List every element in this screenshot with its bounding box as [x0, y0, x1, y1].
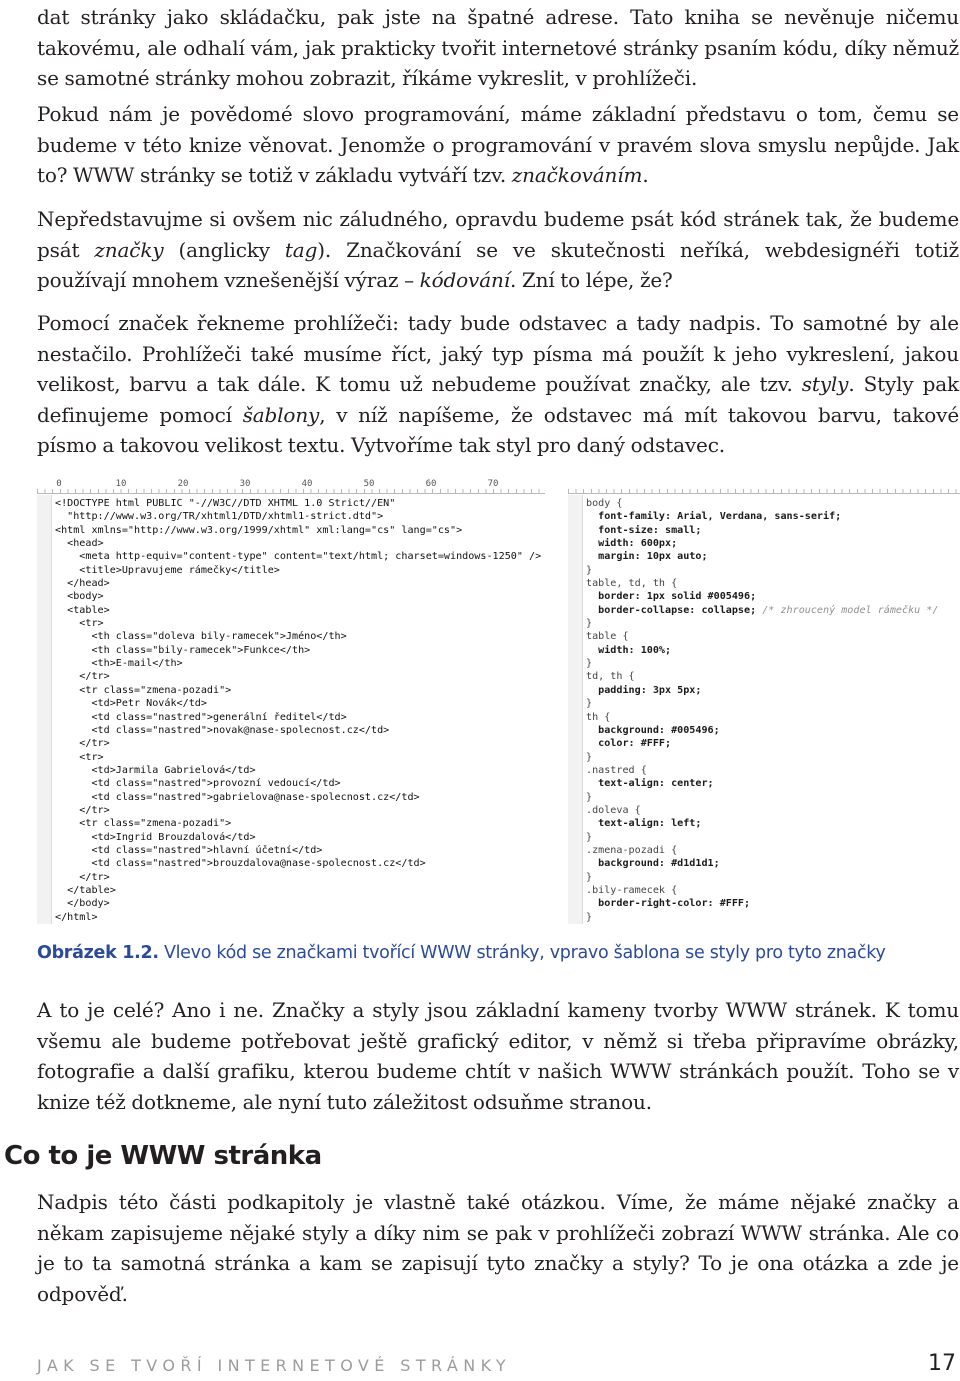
code-line: [586, 550, 956, 563]
ruler-label: 0: [56, 479, 62, 489]
css-declaration: border-collapse: collapse;: [586, 604, 757, 616]
code-line: [586, 804, 956, 817]
html-code-block: [55, 497, 541, 924]
code-line: </tr>: [55, 804, 110, 816]
code-line: </tr>: [55, 738, 110, 750]
code-line: [586, 817, 956, 830]
figure-caption-label: Obrázek 1.2.: [37, 943, 159, 963]
code-line: [586, 884, 956, 897]
ruler-label: 70: [487, 479, 499, 489]
code-line: [586, 777, 956, 790]
code-line: [586, 577, 956, 590]
css-declaration: width: 100%;: [586, 644, 672, 656]
figure-caption-text: Vlevo kód se značkami tvořící WWW stránky, vpravo šablona se styly pro tyto značky: [158, 943, 886, 963]
css-code-editor-screenshot: [568, 479, 960, 924]
text-run: dat stránky jako skládačku, pak jste na špatné adrese. Tato kniha se nevěnuje ničemu takovému, ale odhalí vám, jak prakticky tvořit internetové stránky psaním kódu, díky němuž se samotné stránky mohou zobrazit, říkáme vykreslit, v prohlížeči.: [37, 5, 959, 90]
css-selector: }: [586, 751, 593, 763]
paragraph-styles: [37, 308, 959, 461]
css-declaration: font-size: small;: [586, 524, 702, 536]
code-line: <th class="doleva bily-ramecek">Jméno</th>: [55, 631, 347, 643]
text-run: Pomocí značek řekneme prohlížeči: tady bude odstavec a tady nadpis. To samotné by ale nestačilo. Prohlížeči také musíme říct, jaký typ písma má použít k jeho vykreslení, jakou velikost, barvu a tak dále. K tomu už nebudeme používat značky, ale tzv.: [37, 311, 959, 396]
text-run: ). Značkování se ve skutečnosti neříká, webdesignéři totiž používají mnohem vznešenější výraz –: [37, 237, 959, 292]
paragraph-summary: [37, 995, 959, 1117]
italic-term: šablony: [242, 402, 320, 427]
code-line: </tr>: [55, 871, 110, 883]
code-line: [586, 871, 956, 884]
ruler-label: 30: [239, 479, 251, 489]
code-line: <th class="bily-ramecek">Funkce</th>: [55, 644, 311, 656]
section-heading: Co to je WWW stránka: [4, 1141, 322, 1171]
text-run: Pokud nám je povědomé slovo programování, máme základní představu o tom, čemu se budeme v této knize věnovat. Jenomže o programování v pravém slova smyslu nepůjde. Jak to? WWW stránky se totiž v základu vytváří tzv.: [37, 102, 959, 187]
italic-term: tag: [284, 237, 318, 262]
css-selector: table {: [586, 631, 629, 643]
html-code-editor-screenshot: [37, 479, 545, 924]
css-declaration: border-right-color: #FFF;: [586, 898, 751, 910]
editor-ruler: [568, 479, 960, 494]
css-selector: }: [586, 658, 593, 670]
italic-term: styly: [801, 372, 849, 396]
running-footer-title: JAK SE TVOŘÍ INTERNETOVÉ STRÁNKY: [37, 1356, 512, 1375]
page-number: 17: [928, 1351, 956, 1376]
text-run: . Styly pak definujeme pomocí: [37, 372, 959, 427]
code-line: [586, 897, 956, 910]
css-selector: }: [586, 791, 593, 803]
css-declaration: width: 600px;: [586, 538, 678, 550]
code-line: <td class="nastred">novak@nase-spolecnost.cz</td>: [55, 724, 390, 736]
code-line: [586, 737, 956, 750]
code-line: [586, 630, 956, 643]
code-line: <meta http-equiv="content-type" content="text/html; charset=windows-1250" />: [55, 551, 542, 563]
code-line: <td>Ingrid Brouzdalová</td>: [55, 831, 256, 843]
text-run: . Zní to lépe, že?: [509, 268, 673, 292]
css-selector: .bily-ramecek {: [586, 884, 678, 896]
css-selector: body {: [586, 498, 623, 509]
code-line: <tr class="zmena-pozadi">: [55, 684, 232, 696]
code-line: <table>: [55, 604, 110, 616]
css-comment: /* zhroucený model rámečku */: [756, 604, 939, 616]
css-code-block: [586, 497, 956, 924]
css-selector: .doleva {: [586, 804, 641, 816]
css-selector: }: [586, 564, 593, 576]
editor-gutter: [37, 495, 52, 924]
ruler-label: 60: [425, 479, 437, 489]
css-selector: table, td, th {: [586, 578, 678, 590]
paragraph-intro-continued: [37, 2, 959, 94]
code-line: [586, 604, 956, 617]
text-run: A to je celé? Ano i ne. Značky a styly jsou základní kameny tvorby WWW stránek. K tomu všemu ale budeme potřebovat ještě grafický editor, v němž si třeba připravíme obrázky, fotografie a další grafiku, kterou budeme chtít v našich WWW stránkách použít. Toho se v knize též dotkneme, ale nyní tuto záležitost odsuňme stranou.: [37, 998, 959, 1114]
code-line: </table>: [55, 884, 116, 896]
text-run: .: [642, 163, 649, 187]
text-run: (anglicky: [163, 237, 285, 262]
code-line: <tr>: [55, 618, 104, 630]
text-run: Nadpis této části podkapitoly je vlastně také otázkou. Víme, že máme nějaké značky a někam zapisujeme nějaké styly a díky nim se pak v prohlížeči zobrazí WWW stránka. Ale co je to ta samotná stránka a kam se zapisují tyto značky a styly? To je ona otázka a zde je odpověď.: [37, 1190, 959, 1306]
css-selector: }: [586, 911, 593, 923]
code-line: </tr>: [55, 671, 110, 683]
code-line: [586, 497, 956, 510]
text-run: , v níž napíšeme, že odstavec má mít takovou barvu, takové písmo a takovou velikost textu. Vytvoříme tak styl pro daný odstavec.: [37, 402, 959, 457]
code-line: <td class="nastred">brouzdalova@nase-spolecnost.cz</td>: [55, 858, 426, 870]
code-line: <td>Jarmila Gabrielová</td>: [55, 764, 256, 776]
code-line: <td>Petr Novák</td>: [55, 698, 207, 710]
css-declaration: text-align: left;: [586, 818, 702, 830]
css-selector: }: [586, 618, 593, 630]
code-line: [586, 844, 956, 857]
css-declaration: margin: 10px auto;: [586, 551, 708, 563]
code-line: <th>E-mail</th>: [55, 658, 183, 670]
code-line: [586, 911, 956, 924]
code-line: <td class="nastred">generální ředitel</td>: [55, 711, 347, 723]
code-line: [586, 791, 956, 804]
css-declaration: border: 1px solid #005496;: [586, 591, 757, 603]
css-selector: .zmena-pozadi {: [586, 844, 678, 856]
code-line: [586, 657, 956, 670]
code-line: </body>: [55, 898, 110, 910]
paragraph-programming: [37, 99, 959, 191]
css-declaration: background: #005496;: [586, 724, 720, 736]
css-selector: }: [586, 871, 593, 883]
code-line: [586, 537, 956, 550]
code-line: [586, 670, 956, 683]
code-line: [586, 857, 956, 870]
ruler-label: 10: [115, 479, 127, 489]
paragraph-tags: [37, 204, 959, 296]
code-line: [586, 711, 956, 724]
italic-term: značky: [94, 237, 164, 262]
code-line: </html>: [55, 911, 98, 923]
code-line: <td class="nastred">gabrielova@nase-spolecnost.cz</td>: [55, 791, 420, 803]
css-selector: th {: [586, 711, 611, 723]
code-line: <html xmlns="http://www.w3.org/1999/xhtml" xml:lang="cs" lang="cs">: [55, 524, 463, 536]
italic-term: značkováním: [511, 163, 643, 187]
italic-term: kódování: [419, 268, 510, 292]
code-line: [586, 524, 956, 537]
css-declaration: text-align: center;: [586, 778, 714, 790]
css-declaration: font-family: Arial, Verdana, sans-serif;: [586, 511, 842, 523]
code-line: <td class="nastred">hlavní účetní</td>: [55, 844, 323, 856]
css-declaration: background: #d1d1d1;: [586, 858, 720, 870]
figure-caption: [37, 943, 959, 963]
ruler-label: 20: [177, 479, 189, 489]
code-line: [586, 617, 956, 630]
code-line: [586, 684, 956, 697]
code-line: <head>: [55, 538, 104, 550]
code-line: [586, 590, 956, 603]
code-line: <td class="nastred">provozní vedoucí</td>: [55, 778, 341, 790]
text-run: Nepředstavujme si ovšem nic záludného, opravdu budeme psát kód stránek tak, že budeme psát: [37, 207, 959, 262]
css-selector: }: [586, 831, 593, 843]
css-declaration: color: #FFF;: [586, 738, 672, 750]
code-line: <tr class="zmena-pozadi">: [55, 818, 232, 830]
code-line: <tr>: [55, 751, 104, 763]
ruler-label: 50: [363, 479, 375, 489]
code-line: [586, 724, 956, 737]
code-line: <!DOCTYPE html PUBLIC "-//W3C//DTD XHTML 1.0 Strict//EN": [55, 498, 396, 509]
css-selector: .nastred {: [586, 764, 647, 776]
ruler-label: 40: [301, 479, 313, 489]
code-line: [586, 697, 956, 710]
code-line: </head>: [55, 578, 110, 590]
code-line: [586, 644, 956, 657]
css-declaration: padding: 3px 5px;: [586, 684, 702, 696]
css-selector: td, th {: [586, 671, 635, 683]
code-line: "http://www.w3.org/TR/xhtml1/DTD/xhtml1-strict.dtd">: [55, 511, 384, 523]
css-selector: }: [586, 698, 593, 710]
code-line: [586, 564, 956, 577]
code-line: [586, 751, 956, 764]
code-line: <title>Upravujeme rámečky</title>: [55, 564, 280, 576]
code-line: [586, 510, 956, 523]
paragraph-section-intro: [37, 1187, 959, 1309]
code-line: <body>: [55, 591, 104, 603]
code-line: [586, 831, 956, 844]
editor-ruler: [37, 479, 545, 494]
code-line: [586, 764, 956, 777]
editor-gutter: [568, 495, 583, 924]
